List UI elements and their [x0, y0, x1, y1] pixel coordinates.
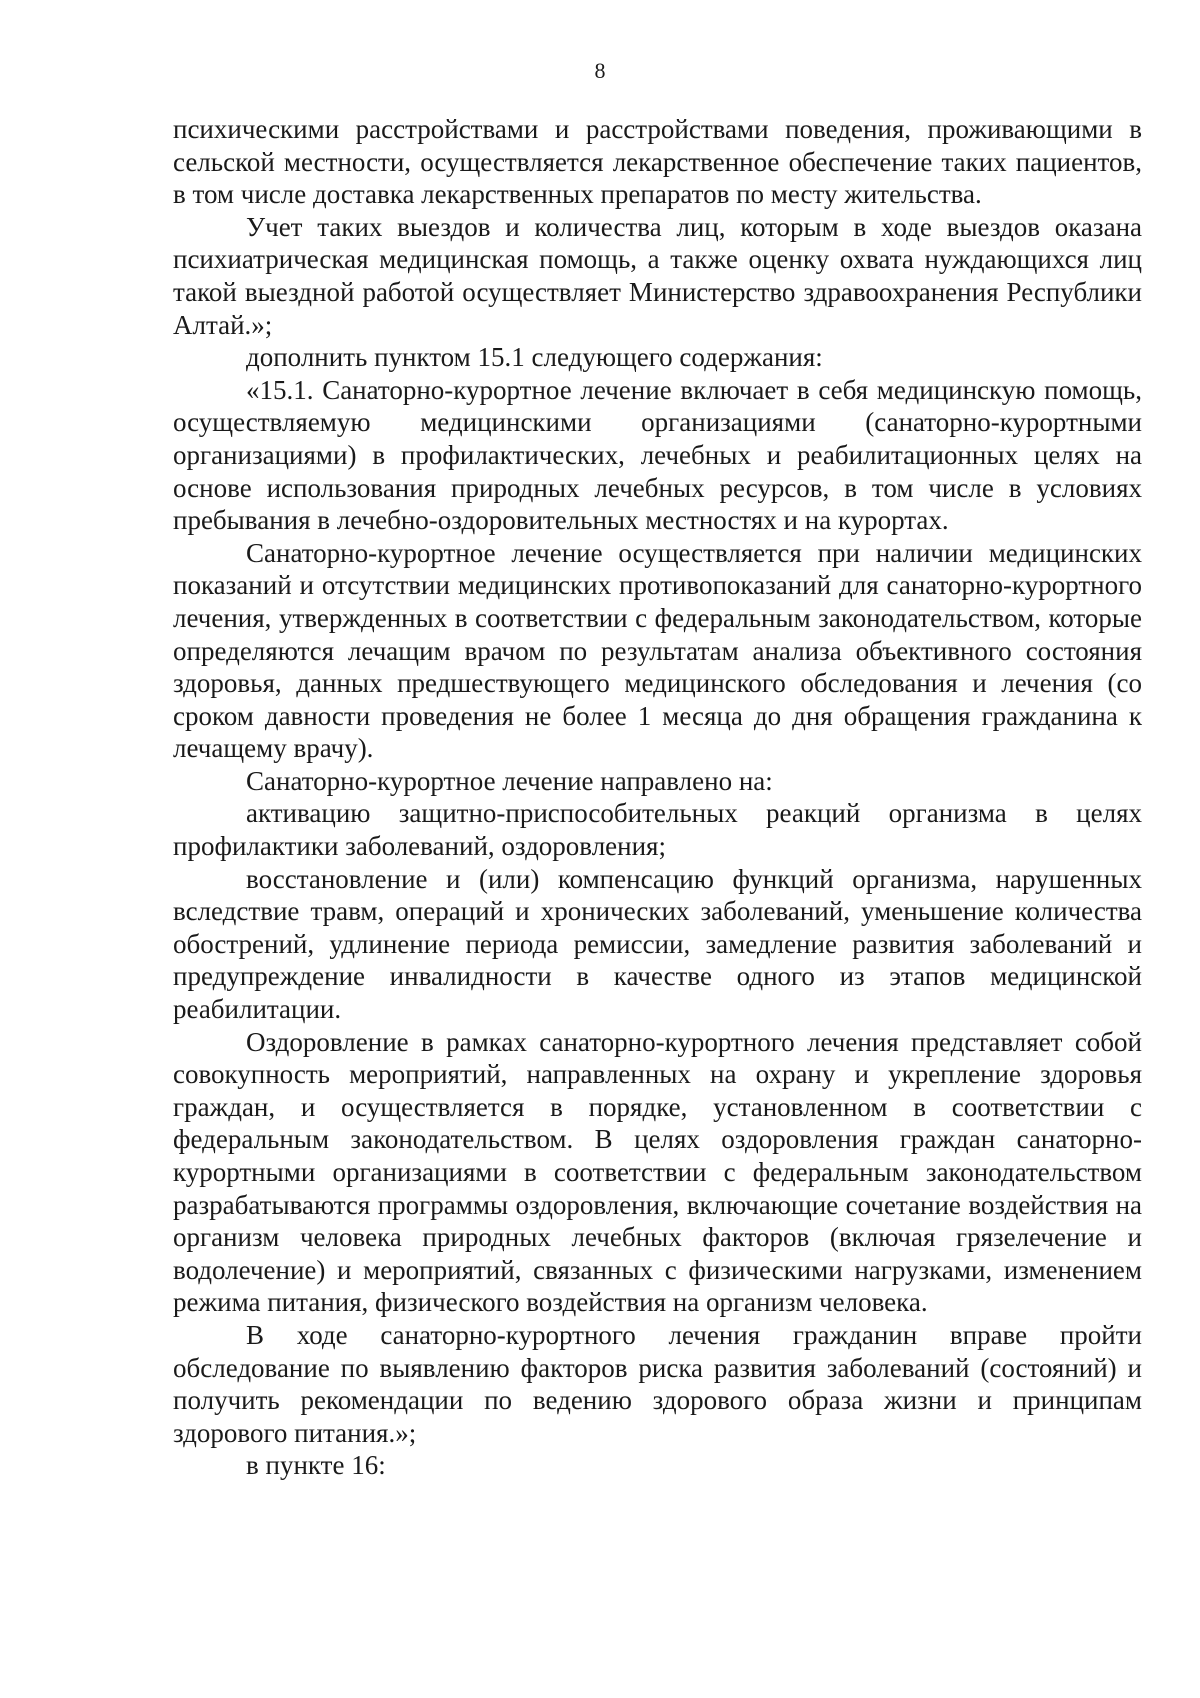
paragraph-aim-activation: активацию защитно-приспособительных реакций организма в целях профилактики заболеваний, оздоровления; — [173, 798, 1142, 862]
paragraph-indications: Санаторно-курортное лечение осуществляется при наличии медицинских показаний и отсутствии медицинских противопоказаний для санаторно-курортного лечения, утвержденных в соответствии с федеральным законодательством, которые определяются лечащим врачом по результатам анализа объективного состояния здоровья, данных предшествующего медицинского обследования и лечения (со сроком давности проведения не более 1 месяца до дня обращения гражданина к лечащему врачу). — [173, 537, 1142, 764]
paragraph-15-1: «15.1. Санаторно-курортное лечение включает в себя медицинскую помощь, осуществляемую медицинскими организациями (санаторно-курортными организациями) в профилактических, лечебных и реабилитационных целях на основе использования природных лечебных ресурсов, в том числе в условиях пребывания в лечебно-оздоровительных местностях и на курортах. — [173, 374, 1142, 536]
paragraph-accounting: Учет таких выездов и количества лиц, которым в ходе выездов оказана психиатрическая медицинская помощь, а также оценку охвата нуждающихся лиц такой выездной работой осуществляет Министерство здравоохранения Республики Алтай.»; — [173, 211, 1142, 340]
paragraph-aims-intro: Санаторно-курортное лечение направлено на: — [246, 765, 773, 796]
page-number: 8 — [594, 58, 606, 83]
document-body — [173, 113, 1142, 1482]
paragraph-health-improvement: Оздоровление в рамках санаторно-курортного лечения представляет собой совокупность мероприятий, направленных на охрану и укрепление здоровья граждан, и осуществляется в порядке, установленном в соответствии с федеральным законодательством. В целях оздоровления граждан санаторно-курортными организациями в соответствии с федеральным законодательством разрабатываются программы оздоровления, включающие сочетание воздействия на организм человека природных лечебных факторов (включая грязелечение и водолечение) и мероприятий, связанных с физическими нагрузками, изменением режима питания, физического воздействия на организм человека. — [173, 1026, 1142, 1318]
paragraph-examination: В ходе санаторно-курортного лечения гражданин вправе пройти обследование по выявлению факторов риска развития заболеваний (состояний) и получить рекомендации по ведению здорового образа жизни и принципам здорового питания.»; — [173, 1319, 1142, 1448]
paragraph-amendment-intro: дополнить пунктом 15.1 следующего содержания: — [246, 342, 823, 373]
paragraph-point-16: в пункте 16: — [246, 1450, 386, 1481]
paragraph-aim-restoration: восстановление и (или) компенсацию функций организма, нарушенных вследствие травм, операций и хронических заболеваний, уменьшение количества обострений, удлинение периода ремиссии, замедление развития заболеваний и предупреждение инвалидности в качестве одного из этапов медицинской реабилитации. — [173, 863, 1142, 1025]
paragraph-continuation: психическими расстройствами и расстройствами поведения, проживающими в сельской местности, осуществляется лекарственное обеспечение таких пациентов, в том числе доставка лекарственных препаратов по месту жительства. — [173, 114, 1142, 210]
